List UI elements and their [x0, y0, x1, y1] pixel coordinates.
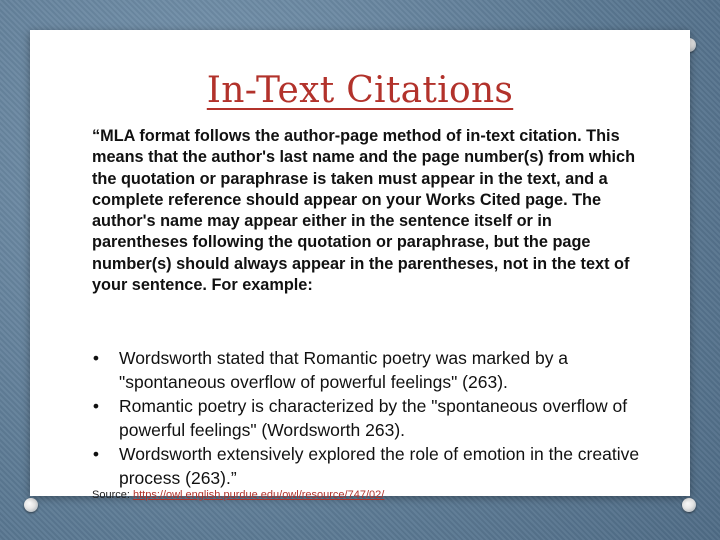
list-item: • Wordsworth extensively explored the role of emotion in the creative process (263).”	[86, 442, 646, 490]
example-list	[86, 346, 646, 490]
source-link[interactable]: https://owl.english.purdue.edu/owl/resource/747/02/	[132, 489, 385, 501]
list-item: • Wordsworth stated that Romantic poetry was marked by a "spontaneous overflow of powerful feelings" (263).	[86, 346, 646, 394]
pushpin-icon	[24, 498, 38, 512]
source-label: Source:	[92, 489, 130, 501]
bullet-icon: •	[92, 348, 100, 368]
list-item: • Romantic poetry is characterized by the "spontaneous overflow of powerful feelings" (Wordsworth 263).	[86, 394, 646, 442]
pushpin-icon	[682, 498, 696, 512]
bullet-icon: •	[92, 396, 100, 416]
quote-paragraph: “MLA format follows the author-page method of in-text citation. This means that the author's last name and the page number(s) from which the quotation or paraphrase is taken must appear in the text, and a complete reference should appear on your Works Cited page. The author's name may appear either in the sentence itself or in parentheses following the quotation or paraphrase, but the page number(s) should always appear in the parentheses, not in the text of your sentence. For example:	[92, 127, 636, 295]
slide-title: In-Text Citations	[206, 70, 514, 111]
bullet-icon: •	[92, 444, 100, 464]
source-line	[92, 489, 384, 501]
